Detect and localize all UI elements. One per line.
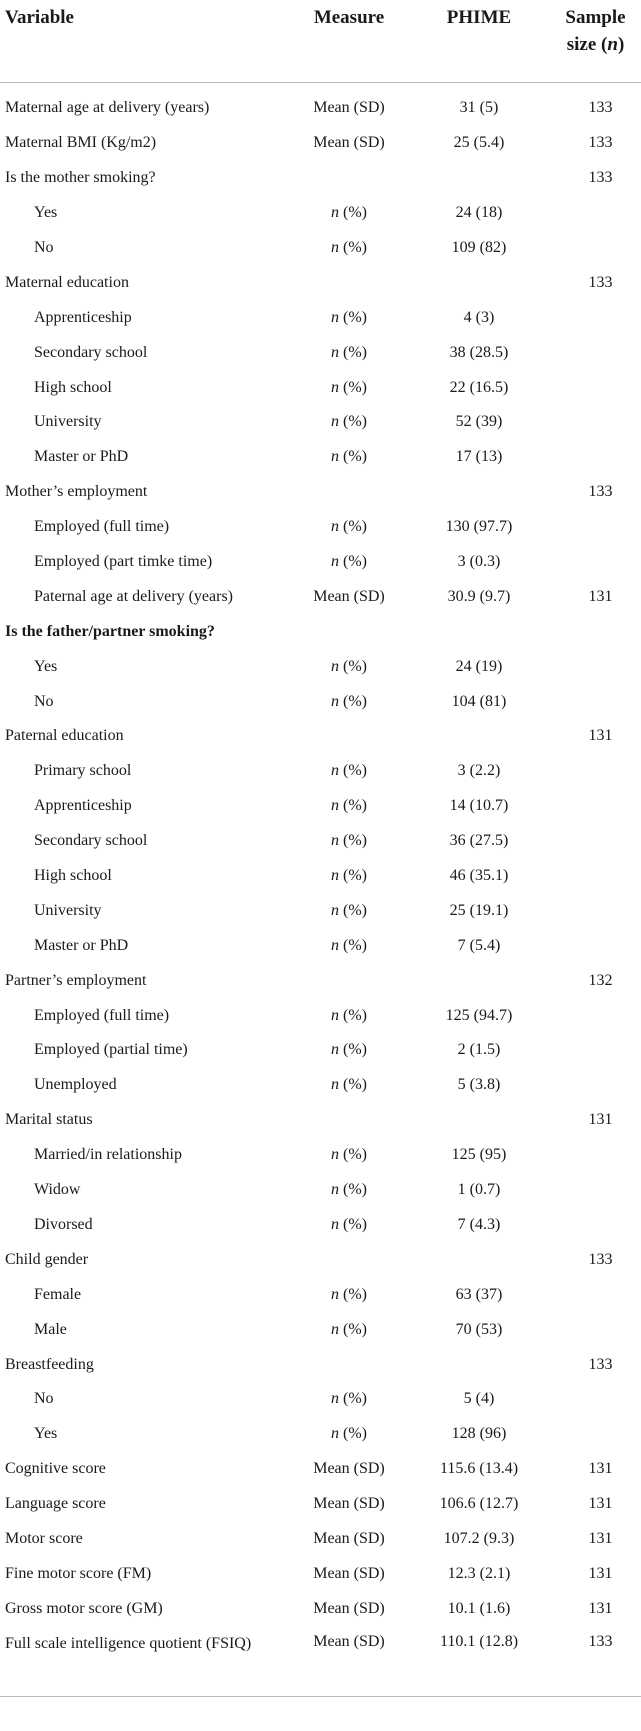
cell-variable: Yes [34,657,58,675]
table-row [0,963,641,998]
cell-sample-size [550,300,641,335]
header-sample-line1: Sample [565,7,626,28]
cell-sample-size [550,614,641,649]
cell-phime-value: 115.6 (13.4) [439,1460,519,1478]
cell-phime-value: 52 (39) [455,413,503,431]
cell-variable: Cognitive score [5,1460,106,1478]
cell-sample-size [550,545,641,580]
cell-measure: n (%) [331,518,367,536]
cell-sample-size [550,1068,641,1103]
cell-phime-value: 128 (96) [451,1425,507,1443]
cell-sample-size [550,231,641,266]
table-row [0,1103,641,1138]
cell-measure: n (%) [331,308,367,326]
table-row [0,1556,641,1591]
table-row [0,1417,641,1452]
cell-variable: Breastfeeding [5,1355,94,1373]
cell-phime-value: 125 (94.7) [445,1006,513,1024]
cell-phime-value [408,1347,550,1382]
cell-sample-size [550,440,641,475]
cell-variable: Maternal education [5,273,129,291]
cell-variable: Motor score [5,1529,83,1547]
cell-phime-value: 130 (97.7) [445,518,513,536]
cell-variable: Apprenticeship [34,308,132,326]
table-row [0,824,641,859]
table-row [0,405,641,440]
cell-phime-value [408,614,550,649]
table-row [0,1033,641,1068]
table-row [0,719,641,754]
cell-sample-size [550,510,641,545]
cell-measure: Mean (SD) [313,1529,385,1547]
header-sample-suffix: ) [617,34,625,55]
table-row [0,614,641,649]
cell-sample-size [550,998,641,1033]
cell-phime-value [408,161,550,196]
cell-variable: Fine motor score (FM) [5,1564,152,1582]
cell-measure: Mean (SD) [313,134,385,152]
cell-measure: Mean (SD) [313,1460,385,1478]
table-row [0,684,641,719]
cell-phime-value: 110.1 (12.8) [439,1633,519,1651]
cell-variable: No [34,692,54,710]
cell-measure: n (%) [331,1425,367,1443]
cell-phime-value: 63 (37) [455,1285,503,1303]
cell-sample-size [550,1312,641,1347]
table-row [0,300,641,335]
cell-measure: n (%) [331,797,367,815]
cell-sample-size: 131 [588,727,613,745]
cell-measure: n (%) [331,762,367,780]
cell-measure: n (%) [331,1006,367,1024]
table-row [0,1138,641,1173]
cell-sample-size [550,684,641,719]
cell-measure: n (%) [331,1390,367,1408]
cell-measure: n (%) [331,343,367,361]
cell-variable: Secondary school [34,832,148,850]
cell-variable: Yes [34,1425,58,1443]
table-row [0,1591,641,1626]
cell-variable: Mother’s employment [5,483,148,501]
cell-sample-size: 131 [588,1564,613,1582]
cell-sample-size [550,370,641,405]
cell-measure: n (%) [331,448,367,466]
table-row [0,1522,641,1557]
cell-phime-value [408,719,550,754]
table-row [0,928,641,963]
cell-measure [290,265,408,300]
cell-variable: Master or PhD [34,448,129,466]
cell-sample-size: 131 [588,1460,613,1478]
cell-variable: Primary school [34,762,132,780]
cell-phime-value: 5 (3.8) [457,1076,501,1094]
cell-sample-size: 133 [588,273,613,291]
cell-measure: n (%) [331,832,367,850]
header-sample-size [550,0,641,83]
table-header [0,0,641,83]
cell-phime-value: 125 (95) [451,1146,507,1164]
table-row [0,649,641,684]
cell-sample-size [550,1208,641,1243]
table-row [0,126,641,161]
cell-phime-value [408,1242,550,1277]
cell-phime-value: 10.1 (1.6) [447,1599,511,1617]
cell-measure: n (%) [331,1320,367,1338]
cell-sample-size [550,824,641,859]
cell-sample-size [550,335,641,370]
table-row [0,370,641,405]
header-measure: Measure [313,7,385,28]
table-row [0,1208,641,1243]
cell-sample-size [550,1173,641,1208]
cell-measure: n (%) [331,1215,367,1233]
cell-measure [290,475,408,510]
cell-phime-value: 14 (10.7) [449,797,509,815]
cell-phime-value: 106.6 (12.7) [439,1495,519,1513]
cell-sample-size [550,754,641,789]
cell-sample-size [550,1417,641,1452]
cell-variable: High school [34,867,112,885]
cell-measure: n (%) [331,204,367,222]
cell-phime-value: 4 (3) [463,308,495,326]
cell-variable: Widow [34,1181,81,1199]
cell-measure: n (%) [331,692,367,710]
table-row [0,265,641,300]
bottom-rule [0,1696,641,1697]
table-row [0,1626,641,1690]
cell-variable: Is the father/partner smoking? [5,622,215,640]
cell-variable: Employed (part timke time) [34,553,213,571]
cell-measure [290,161,408,196]
cell-variable: Maternal BMI (Kg/m2) [5,134,157,152]
cell-measure: n (%) [331,1285,367,1303]
cell-sample-size: 133 [588,169,613,187]
cell-measure: n (%) [331,378,367,396]
cell-measure: n (%) [331,867,367,885]
cell-phime-value: 24 (18) [455,204,503,222]
table-row [0,1452,641,1487]
cell-measure [290,614,408,649]
cell-measure [290,963,408,998]
cell-sample-size: 133 [588,134,613,152]
cell-sample-size [550,649,641,684]
cell-variable: No [34,1390,54,1408]
cell-variable: Paternal education [5,727,124,745]
table-row [0,1068,641,1103]
cell-measure: Mean (SD) [313,99,385,117]
cell-measure: n (%) [331,657,367,675]
table-row [0,83,641,126]
cell-phime-value: 31 (5) [459,99,499,117]
table-row [0,1382,641,1417]
cell-phime-value: 107.2 (9.3) [443,1529,515,1547]
table-row [0,1242,641,1277]
table-row [0,1487,641,1522]
cell-sample-size [550,1138,641,1173]
cell-sample-size: 133 [588,1633,613,1651]
cell-sample-size: 132 [588,971,613,989]
cell-variable: Male [34,1320,67,1338]
cell-variable: Married/in relationship [34,1146,182,1164]
table-row [0,1173,641,1208]
cell-phime-value [408,1103,550,1138]
cell-phime-value: 3 (0.3) [457,553,501,571]
cell-phime-value: 104 (81) [451,692,507,710]
cell-sample-size: 131 [588,587,613,605]
cell-variable: University [34,901,102,919]
table-body [0,83,641,1691]
cell-variable: Gross motor score (GM) [5,1599,163,1617]
cell-variable: Secondary school [34,343,148,361]
table-row [0,545,641,580]
cell-variable: High school [34,378,112,396]
cell-variable: Marital status [5,1111,93,1129]
cell-sample-size: 131 [588,1495,613,1513]
cell-phime-value: 24 (19) [455,657,503,675]
cell-phime-value: 17 (13) [455,448,503,466]
table-row [0,1312,641,1347]
header-sample-prefix: size ( [566,34,608,55]
cell-variable: Full scale intelligence quotient (FSIQ) [5,1635,252,1653]
cell-variable: Maternal age at delivery (years) [5,99,210,117]
header-sample-n: n [607,34,618,55]
cell-phime-value: 46 (35.1) [449,867,509,885]
table-row [0,196,641,231]
cell-sample-size [550,1033,641,1068]
cell-variable: Child gender [5,1250,89,1268]
cell-sample-size: 131 [588,1599,613,1617]
cell-phime-value: 109 (82) [451,239,507,256]
cell-phime-value: 1 (0.7) [457,1181,501,1199]
cell-phime-value: 5 (4) [463,1390,495,1408]
cell-measure [290,1347,408,1382]
cell-phime-value: 38 (28.5) [449,343,509,361]
cell-phime-value [408,963,550,998]
cell-variable: Unemployed [34,1076,117,1094]
cell-measure: n (%) [331,239,367,256]
cell-sample-size [550,859,641,894]
cell-measure: Mean (SD) [313,1495,385,1513]
table-row [0,789,641,824]
cell-measure: n (%) [331,1146,367,1164]
cell-variable: Employed (full time) [34,518,170,536]
cell-phime-value: 3 (2.2) [457,762,501,780]
cell-measure: n (%) [331,1181,367,1199]
cell-variable: Employed (partial time) [34,1041,188,1059]
header-row [0,0,641,83]
cell-phime-value: 25 (19.1) [449,901,509,919]
cell-variable: Master or PhD [34,936,129,954]
table-row [0,579,641,614]
cell-variable: No [34,239,54,256]
cell-phime-value: 30.9 (9.7) [447,587,511,605]
cell-measure: n (%) [331,936,367,954]
cell-variable: Yes [34,204,58,222]
cell-phime-value: 22 (16.5) [449,378,509,396]
cell-phime-value: 36 (27.5) [449,832,509,850]
cell-phime-value: 2 (1.5) [457,1041,501,1059]
cell-sample-size: 133 [588,99,613,117]
cell-measure [290,719,408,754]
cell-measure: n (%) [331,1041,367,1059]
cell-sample-size [550,405,641,440]
cell-variable: Language score [5,1495,106,1513]
cell-sample-size [550,1382,641,1417]
cell-phime-value: 25 (5.4) [453,134,505,152]
cell-variable: Partner’s employment [5,971,147,989]
cell-measure: n (%) [331,901,367,919]
cell-phime-value [408,265,550,300]
cell-measure: Mean (SD) [313,1633,385,1651]
cell-measure: n (%) [331,413,367,431]
cell-sample-size: 133 [588,1355,613,1373]
cell-measure: Mean (SD) [313,1599,385,1617]
cell-sample-size [550,928,641,963]
header-phime: PHIME [446,7,512,28]
cell-phime-value: 7 (5.4) [457,936,501,954]
cell-phime-value: 7 (4.3) [457,1215,501,1233]
cell-variable: Divorsed [34,1215,93,1233]
table-row [0,335,641,370]
cell-sample-size [550,1277,641,1312]
cell-sample-size: 133 [588,483,613,501]
table-row [0,440,641,475]
cell-measure [290,1103,408,1138]
cell-sample-size: 131 [588,1529,613,1547]
table-row [0,893,641,928]
cell-measure: Mean (SD) [313,1564,385,1582]
table-row [0,998,641,1033]
table-row [0,231,641,266]
cell-variable: Paternal age at delivery (years) [34,587,234,605]
cell-sample-size: 133 [588,1250,613,1268]
table-row [0,475,641,510]
cell-measure [290,1242,408,1277]
table-row [0,859,641,894]
cell-phime-value: 12.3 (2.1) [447,1564,511,1582]
table-row [0,754,641,789]
table-row [0,510,641,545]
cell-phime-value [408,475,550,510]
cell-measure: n (%) [331,553,367,571]
cell-phime-value: 70 (53) [455,1320,503,1338]
cell-variable: Female [34,1285,82,1303]
table-row [0,161,641,196]
table-row [0,1347,641,1382]
cell-variable: Employed (full time) [34,1006,170,1024]
cell-sample-size [550,196,641,231]
cell-variable: Apprenticeship [34,797,132,815]
cell-variable: Is the mother smoking? [5,169,156,187]
cell-sample-size [550,789,641,824]
cell-sample-size [550,893,641,928]
header-variable: Variable [5,7,74,28]
cell-measure: Mean (SD) [313,587,385,605]
cell-measure: n (%) [331,1076,367,1094]
cell-variable: University [34,413,102,431]
cell-sample-size: 131 [588,1111,613,1129]
table-row [0,1277,641,1312]
